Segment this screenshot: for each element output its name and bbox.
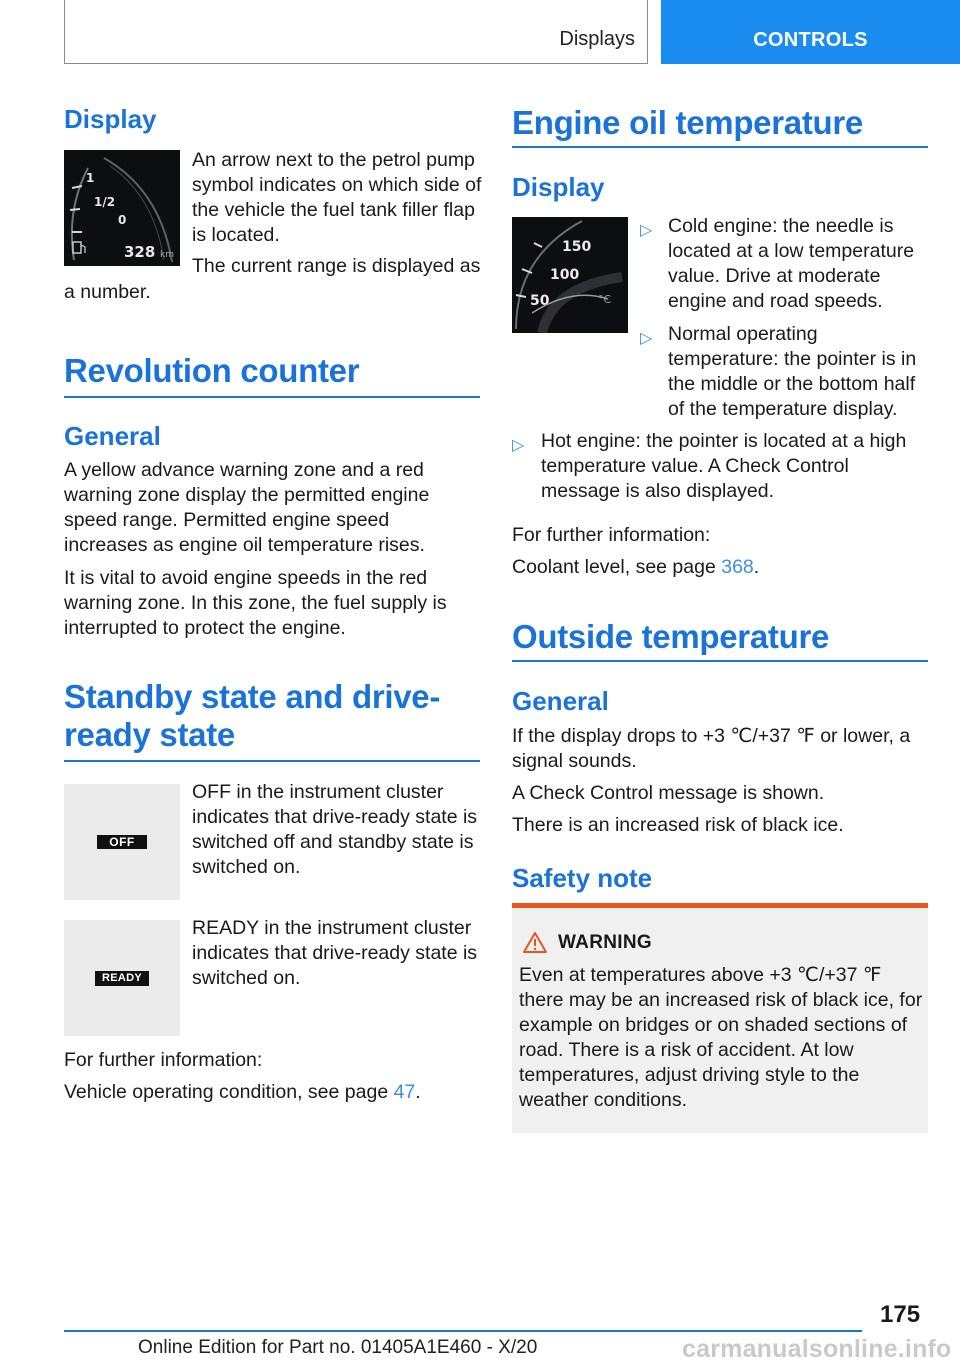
fuel-mark-full: 1 (86, 171, 95, 185)
reference-end: . (415, 1081, 421, 1103)
fuel-gauge-image (64, 150, 180, 266)
further-info-label: For further information: (64, 1049, 263, 1071)
header-chapter-label: CONTROLS (753, 29, 868, 51)
display-paragraph-2b: a number. (64, 281, 151, 303)
warning-box (512, 903, 928, 1133)
warning-text: Even at temperatures above +3 ℃/+37 ℉ there may be an increased risk of black ice, for example on bridges or on shaded sections of road. There is a risk of accident. At low temperatures, adjust driving style to the weather conditions. (519, 964, 923, 1111)
fuel-range-unit: km (160, 250, 174, 260)
page-link-368[interactable]: 368 (721, 556, 754, 578)
general-paragraph-2: It is vital to avoid engine speeds in the red warning zone. In this zone, the fuel supply is interrupted to protect the engine. (64, 567, 447, 639)
display-heading: Display (64, 104, 157, 134)
header-chapter-tab[interactable] (661, 0, 960, 64)
outside-temperature-title: Outside temperature (512, 618, 830, 655)
reference-end: . (753, 556, 760, 578)
ready-indicator-image (64, 920, 180, 1036)
header-section-label: Displays (559, 28, 635, 50)
outside-general-paragraph-2: A Check Control message is shown. (512, 782, 825, 804)
safety-note-heading: Safety note (512, 863, 653, 893)
bullet-triangle-icon: ▷ (640, 330, 653, 347)
watermark: carmanualsonline.info (682, 1335, 952, 1363)
section-rule (64, 760, 480, 762)
section-rule (512, 660, 928, 662)
outside-general-paragraph-3: There is an increased risk of black ice. (512, 814, 844, 836)
fuel-mark-half: 1/2 (94, 195, 116, 209)
fuel-range-value: 328 (124, 243, 156, 261)
oil-display-heading: Display (512, 172, 605, 202)
display-paragraph-1: An arrow next to the petrol pump symbol indicates on which side of the vehicle the fuel tank filler flap is located. (192, 149, 482, 246)
header-section-tab (64, 0, 648, 64)
reference-text: Coolant level, see page (512, 556, 722, 578)
bullet-normal-temperature: Normal operating temperature: the pointer is in the middle or the bottom half of the temperature display. (668, 323, 917, 420)
edition-text: Online Edition for Part no. 01405A1E460 - X/20 (138, 1337, 538, 1358)
standby-title-line1: Standby state and drive- (64, 678, 441, 715)
general-heading: General (64, 421, 161, 451)
page-link-47[interactable]: 47 (393, 1081, 416, 1103)
fuel-gauge-graphic (64, 150, 180, 266)
off-description: OFF in the instrument cluster indicates that drive-ready state is switched off and standby state is switched on. (192, 781, 478, 878)
bullet-cold-engine: Cold engine: the needle is located at a low temperature value. Drive at moderate engine and road speeds. (668, 215, 915, 312)
ready-badge: READY (95, 971, 149, 986)
vehicle-condition-reference (64, 1080, 421, 1105)
oil-further-info-label: For further information: (512, 524, 711, 546)
general-paragraph-1: A yellow advance warning zone and a red warning zone display the permitted engine speed range. Permitted engine speed increases as engine oil temperature rises. (64, 459, 430, 556)
fuel-mark-empty: 0 (118, 213, 127, 227)
section-rule (64, 396, 480, 398)
outside-general-paragraph-1: If the display drops to +3 ℃/+37 ℉ or lower, a signal sounds. (512, 725, 911, 772)
bullet-hot-engine: Hot engine: the pointer is located at a high temperature value. A Check Control message is also displayed. (541, 430, 907, 502)
bullet-triangle-icon: ▷ (512, 437, 525, 454)
footer-rule (64, 1330, 862, 1332)
standby-title-line2: ready state (64, 716, 235, 753)
oil-unit: °C (598, 293, 612, 306)
oil-mark-50: 50 (530, 293, 550, 309)
page-number: 175 (880, 1301, 921, 1328)
outside-general-heading: General (512, 686, 609, 716)
off-badge: OFF (97, 835, 147, 849)
warning-triangle-icon (522, 931, 548, 954)
oil-gauge-graphic (512, 217, 628, 333)
warning-label: WARNING (558, 932, 652, 953)
section-rule (512, 146, 928, 148)
ready-description: READY in the instrument cluster indicates that drive-ready state is switched on. (192, 917, 478, 989)
oil-temperature-gauge-image (512, 217, 628, 333)
display-paragraph-2a: The current range is displayed as (192, 255, 481, 277)
bullet-triangle-icon: ▷ (640, 222, 653, 239)
oil-mark-150: 150 (562, 239, 592, 255)
reference-text: Vehicle operating condition, see page (64, 1081, 394, 1103)
coolant-level-reference (512, 555, 759, 580)
warning-bar (512, 903, 928, 908)
revolution-counter-title: Revolution counter (64, 352, 360, 389)
off-indicator-image (64, 784, 180, 900)
oil-mark-100: 100 (550, 267, 580, 283)
engine-oil-temperature-title: Engine oil temperature (512, 104, 863, 141)
